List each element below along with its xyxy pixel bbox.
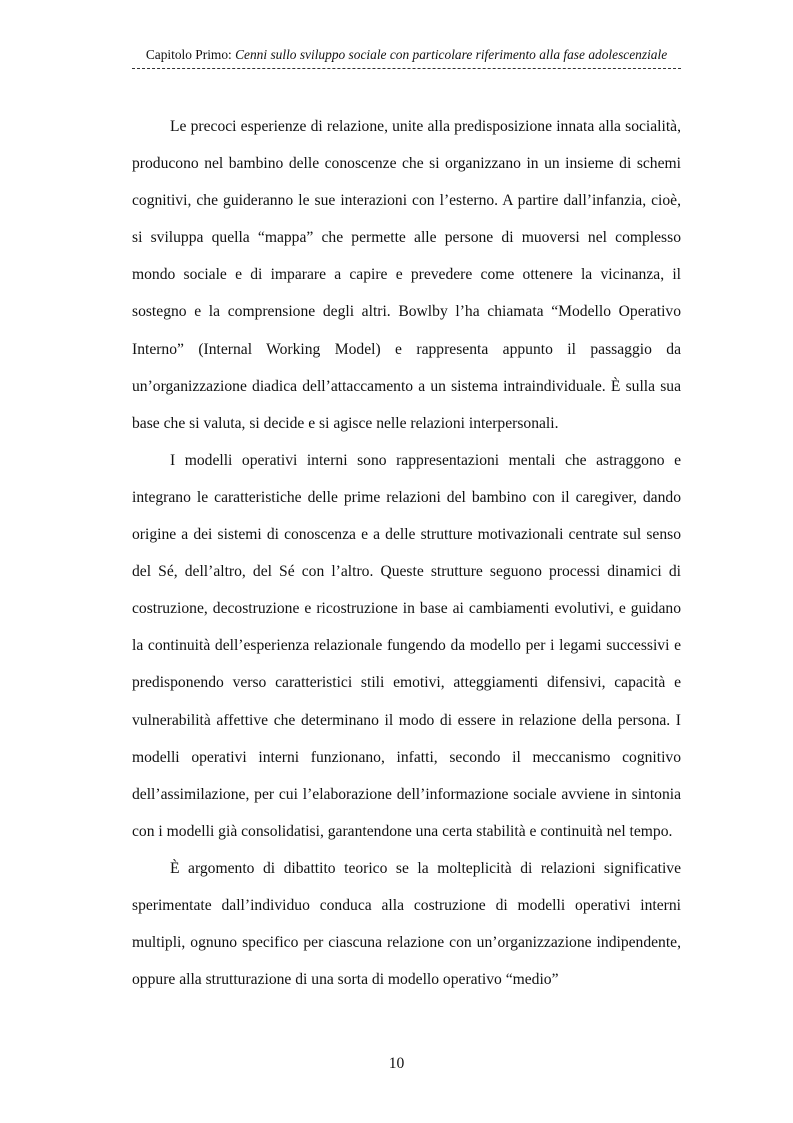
page-number: 10 bbox=[388, 1055, 405, 1072]
body-text bbox=[132, 108, 681, 998]
paragraph-2: I modelli operativi interni sono rappresentazioni mentali che astraggono e integrano le caratteristiche delle prime relazioni del bambino con il caregiver, dando origine a dei sistemi di conoscenza e a delle strutture motivazionali centrate sul senso del Sé, dell’altro, del Sé con l’altro. Queste strutture seguono processi dinamici di costruzione, decostruzione e ricostruzione in base ai cambiamenti evolutivi, e guidano la continuità dell’esperienza relazionale fungendo da modello per i legami successivi e predisponendo verso caratteristici stili emotivi, atteggiamenti difensivi, capacità e vulnerabilità affettive che determinano il modo di essere in relazione della persona. I modelli operativi interni funzionano, infatti, secondo il meccanismo cognitivo dell’assimilazione, per cui l’elaborazione dell’informazione sociale avviene in sintonia con i modelli già consolidatisi, garantendone una certa stabilità e continuità nel tempo. bbox=[132, 451, 681, 840]
header-chapter-title: Cenni sullo sviluppo sociale con particolare riferimento alla fase adolescenziale bbox=[235, 47, 668, 62]
paragraph-1: Le precoci esperienze di relazione, unite alla predisposizione innata alla socialità, producono nel bambino delle conoscenze che si organizzano in un insieme di schemi cognitivi, che guideranno le sue interazioni con l’esterno. A partire dall’infanzia, cioè, si sviluppa quella “mappa” che permette alle persone di muoversi nel complesso mondo sociale e di imparare a capire e prevedere come ottenere la vicinanza, il sostegno e la comprensione degli altri. Bowlby l’ha chiamata “Modello Operativo Interno” (Internal Working Model) e rappresenta appunto il passaggio da un’organizzazione diadica dell’attaccamento a un sistema intraindividuale. È sulla sua base che si valuta, si decide e si agisce nelle relazioni interpersonali. bbox=[132, 118, 681, 432]
header-prefix: Capitolo Primo: bbox=[145, 47, 236, 62]
paragraph-3: È argomento di dibattito teorico se la molteplicità di relazioni significative sperimentate dall’individuo conduca alla costruzione di modelli operativi interni multipli, ognuno specifico per ciascuna relazione con un’organizzazione indipendente, oppure alla strutturazione di una sorta di modello operativo “medio” bbox=[132, 859, 681, 989]
header-divider bbox=[132, 68, 681, 69]
running-header bbox=[132, 47, 681, 63]
